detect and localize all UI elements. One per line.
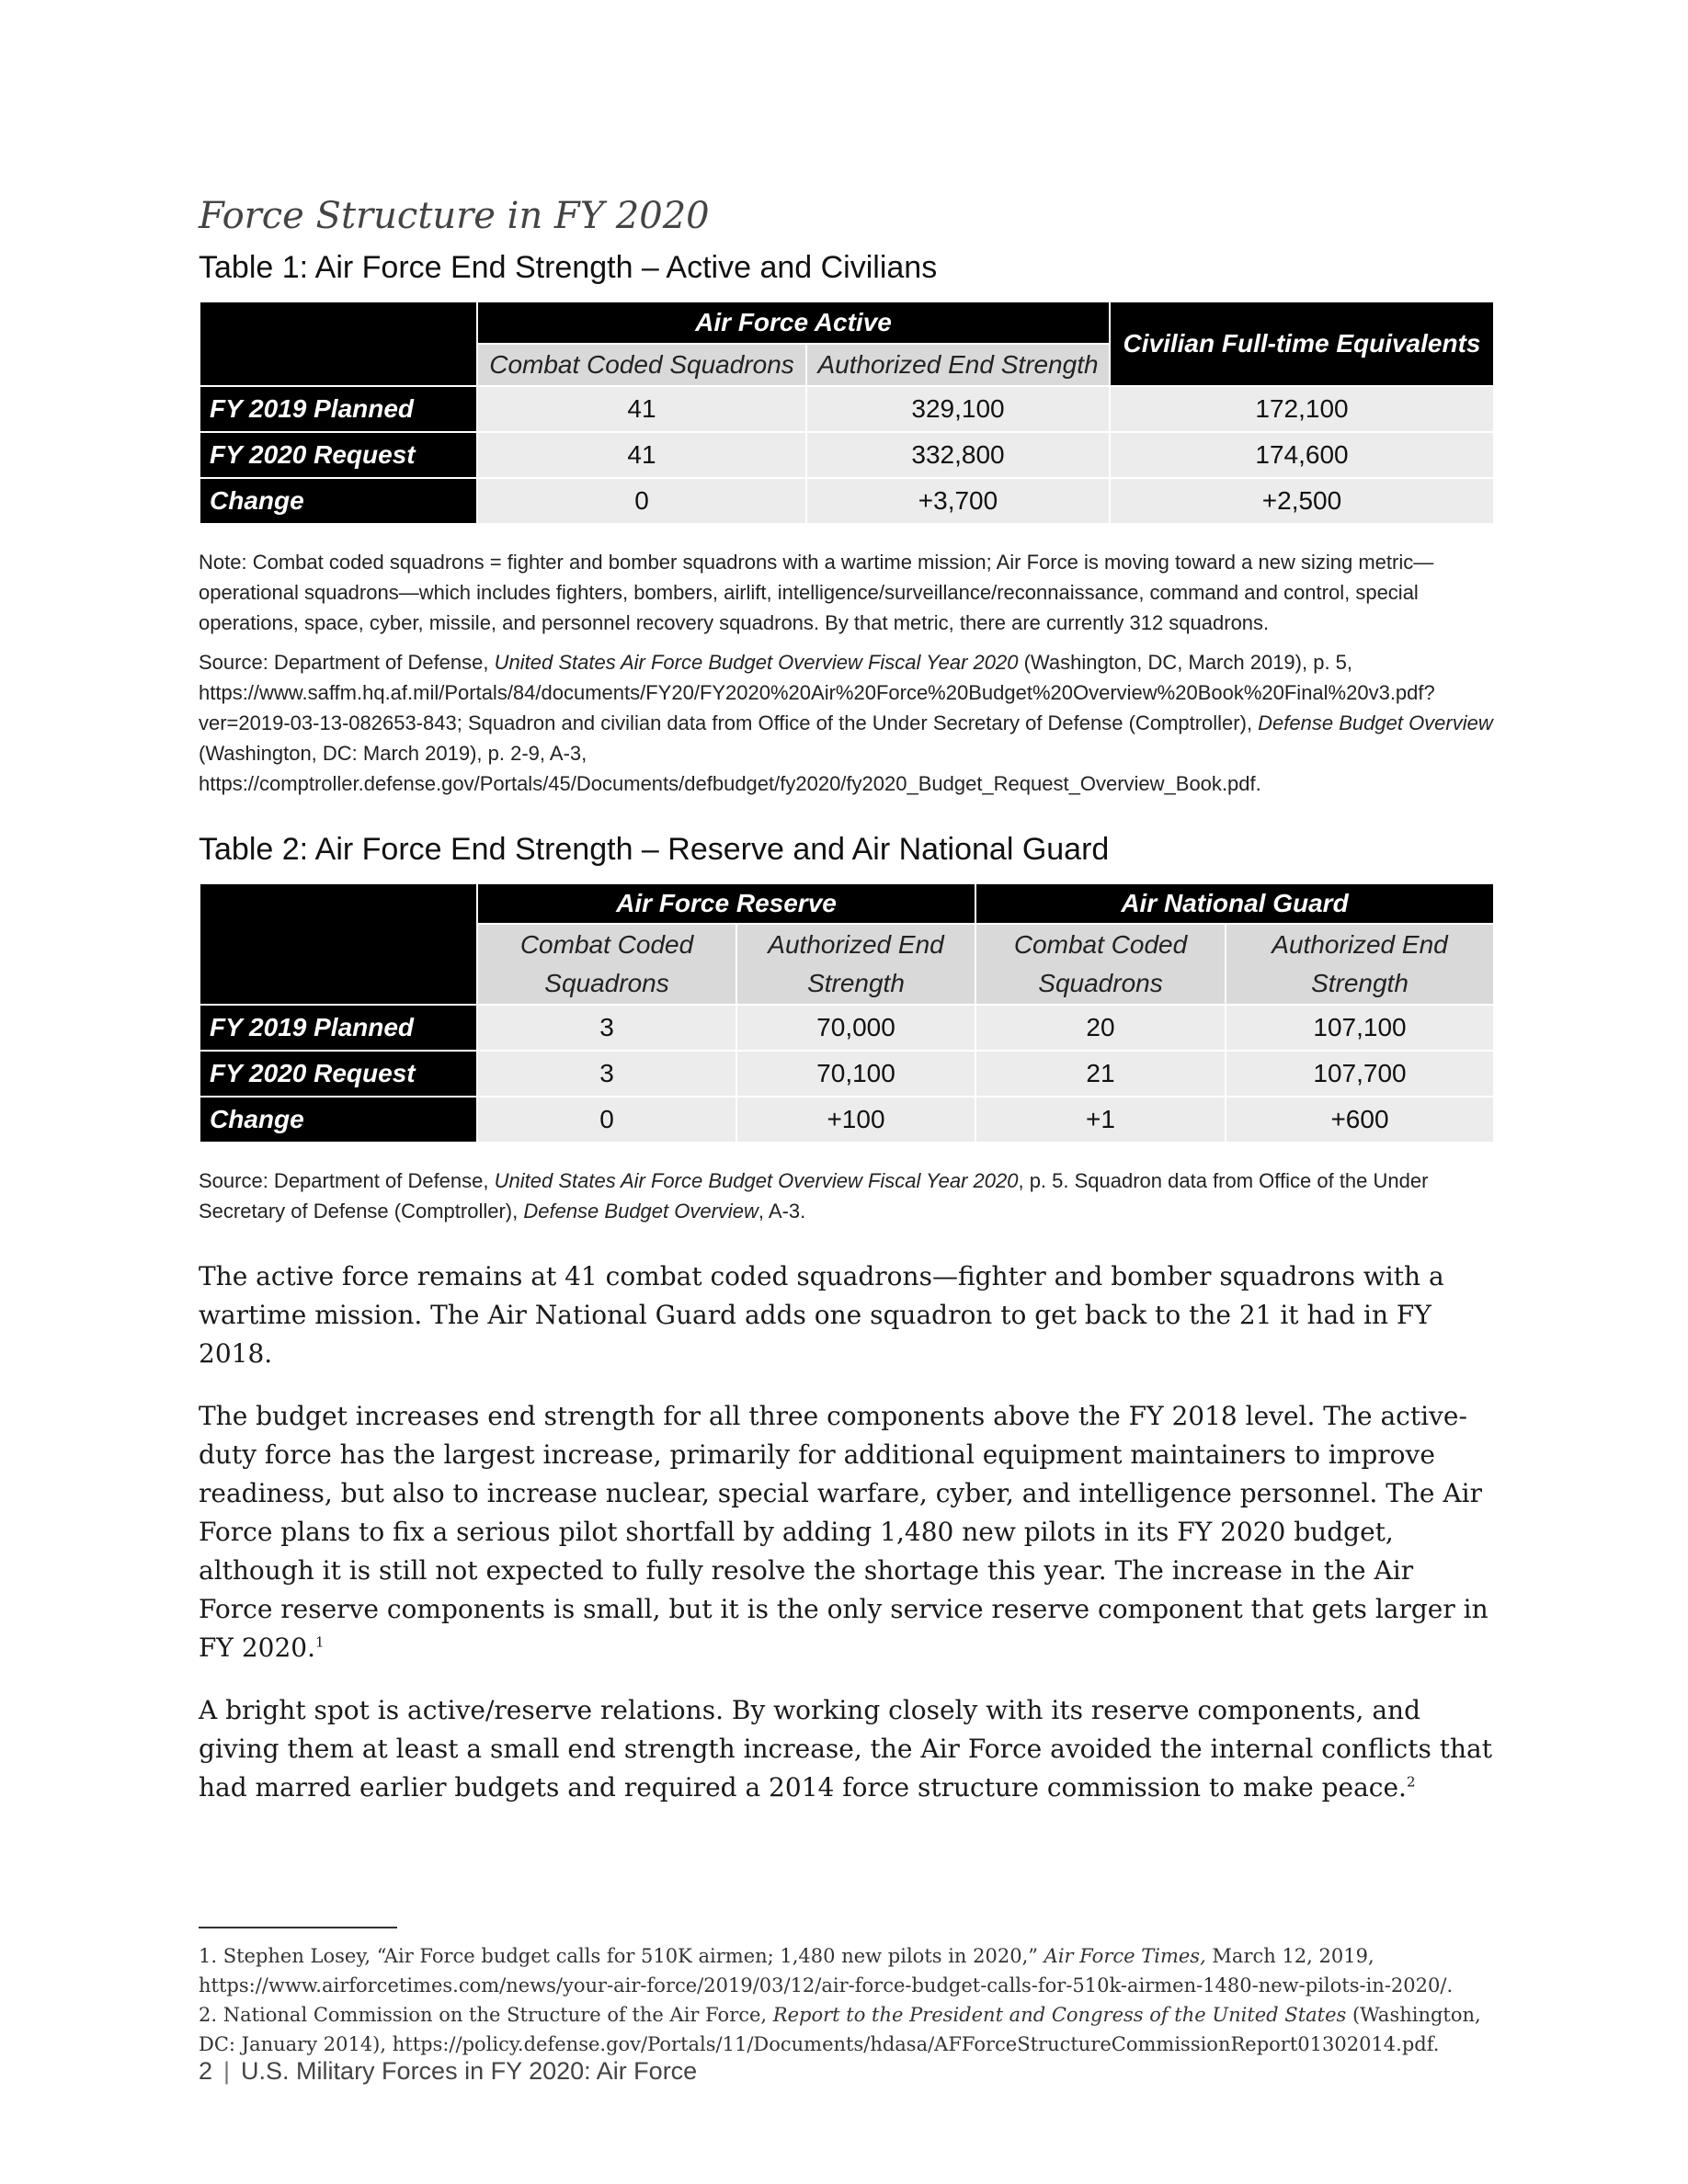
page-content xyxy=(199,184,1495,2059)
publication-title: U.S. Military Forces in FY 2020: Air Force xyxy=(241,2057,698,2085)
cell-combat: 0 xyxy=(478,479,805,523)
table2 xyxy=(199,882,1495,1143)
table1-col-combat: Combat Coded Squadrons xyxy=(478,345,805,385)
table2-col-authorized xyxy=(737,925,975,1004)
source-text: (Washington, DC: March 2019), p. 2-9, A-3, https://comptroller.defense.gov/Portals/45/Documents/defbudget/fy2020/fy2020_Budget_Request_Overview_Book.pdf. xyxy=(199,742,1261,795)
paragraph-text: The budget increases end strength for all three components above the FY 2018 level. The active-duty force has the largest increase, primarily for additional equipment maintainers to improve readiness, but also to increase nuclear, special warfare, cyber, and intelligence personnel. The Air Force plans to fix a serious pilot shortfall by adding 1,480 new pilots in its FY 2020 budget, although it is still not expected to fully resolve the shortage this year. The increase in the Air Force reserve components is small, but it is the only service reserve component that gets larger in FY 2020. xyxy=(199,1401,1488,1663)
cell-reserve-authorized: 70,000 xyxy=(737,1006,975,1050)
table1-title: Table 1: Air Force End Strength – Active and Civilians xyxy=(199,250,938,285)
row-label: FY 2020 Request xyxy=(200,1052,476,1096)
header-line: Combat Coded xyxy=(519,930,694,959)
table1-note: Note: Combat coded squadrons = fighter and bomber squadrons with a wartime mission; Air Force is moving toward a new sizing metric—operational squadrons—which includes fighters, bombers, airlift, intelligence/surveillance/reconnaissance, command and control, special operations, space, cyber, missile, and personnel recovery squadrons. By that metric, there are currently 312 squadrons. xyxy=(199,551,1434,634)
footnote-title: Air Force Times, xyxy=(1044,1945,1206,1967)
cell-authorized: 329,100 xyxy=(807,387,1109,431)
table-row xyxy=(200,479,1493,523)
footnote-ref[interactable]: 2 xyxy=(1406,1773,1416,1791)
header-line: Authorized End xyxy=(1272,930,1448,959)
table2-group-guard: Air National Guard xyxy=(976,884,1493,923)
source-text: , A-3. xyxy=(758,1200,806,1223)
row-label: Change xyxy=(200,1098,476,1142)
source-text: Source: Department of Defense, xyxy=(199,1169,495,1192)
cell-guard-authorized: 107,700 xyxy=(1226,1052,1493,1096)
table2-col-combat xyxy=(976,925,1225,1004)
page-number: 2 xyxy=(199,2057,213,2085)
row-label: FY 2020 Request xyxy=(200,433,476,477)
table2-source xyxy=(199,1166,1495,1226)
table2-col-combat xyxy=(478,925,736,1004)
header-line: Strength xyxy=(1311,969,1409,997)
header-line: Combat Coded xyxy=(1013,930,1188,959)
table2-group-reserve: Air Force Reserve xyxy=(478,884,975,923)
cell-civilian: 174,600 xyxy=(1111,433,1493,477)
header-line: Strength xyxy=(807,969,905,997)
table1-source xyxy=(199,647,1495,799)
cell-authorized: +3,700 xyxy=(807,479,1109,523)
footnote-ref[interactable]: 1 xyxy=(314,1633,325,1651)
header-line: Authorized End xyxy=(768,930,944,959)
body-paragraph: The active force remains at 41 combat coded squadrons—fighter and bomber squadrons with a wartime mission. The Air National Guard adds one squadron to get back to the 21 it had in FY 2018. xyxy=(199,1261,1444,1369)
header-line: Squadrons xyxy=(544,969,669,997)
cell-reserve-combat: 3 xyxy=(478,1052,736,1096)
footnote xyxy=(199,1941,1495,2000)
footnote xyxy=(199,2000,1495,2059)
cell-guard-combat: 21 xyxy=(976,1052,1225,1096)
cell-guard-combat: +1 xyxy=(976,1098,1225,1142)
source-title: Defense Budget Overview xyxy=(523,1200,758,1223)
source-text: Source: Department of Defense, xyxy=(199,651,495,674)
footnote-text: March 12, 2019, https://www.airforcetimes.com/news/your-air-force/2019/03/12/air-force-budget-calls-for-510k-airmen-1480-new-pilots-in-2020/. xyxy=(199,1945,1454,1996)
table-row xyxy=(200,433,1493,477)
source-title: United States Air Force Budget Overview Fiscal Year 2020 xyxy=(494,1169,1019,1192)
table1-corner xyxy=(200,302,476,385)
source-title: Defense Budget Overview xyxy=(1258,711,1493,734)
footnote-text: (Washington, DC: January 2014), https://policy.defense.gov/Portals/11/Documents/hdasa/AFForceStructureCommissionReport01302014.pdf. xyxy=(199,2004,1481,2055)
cell-combat: 41 xyxy=(478,433,805,477)
row-label: FY 2019 Planned xyxy=(200,1006,476,1050)
cell-reserve-authorized: +100 xyxy=(737,1098,975,1142)
table2-col-authorized xyxy=(1226,925,1493,1004)
source-text: , p. 5. Squadron data from Office of the Under Secretary of Defense (Comptroller), xyxy=(199,1169,1429,1223)
cell-guard-combat: 20 xyxy=(976,1006,1225,1050)
header-line: Squadrons xyxy=(1038,969,1163,997)
section-heading: Force Structure in FY 2020 xyxy=(199,195,710,237)
cell-authorized: 332,800 xyxy=(807,433,1109,477)
cell-reserve-authorized: 70,100 xyxy=(737,1052,975,1096)
cell-civilian: +2,500 xyxy=(1111,479,1493,523)
table-row xyxy=(200,387,1493,431)
source-text: (Washington, DC, March 2019), p. 5, https://www.saffm.hq.af.mil/Portals/84/documents/FY20/FY2020%20Air%20Force%20Budget%20Overview%20Book%20Final%20v3.pdf?ver=2019-03-13-082653-843; Squadron and civilian data from Office of the Under Secretary of Defense (Comptroller), xyxy=(199,651,1435,734)
page-footer xyxy=(199,2057,697,2086)
cell-guard-authorized: +600 xyxy=(1226,1098,1493,1142)
table-row xyxy=(200,1006,1493,1050)
footer-separator: | xyxy=(223,2057,231,2085)
table-row xyxy=(200,1098,1493,1142)
table1-group-civilian: Civilian Full-time Equivalents xyxy=(1111,302,1493,385)
table1-group-active: Air Force Active xyxy=(478,302,1109,343)
footnote-text: 2. National Commission on the Structure of the Air Force, xyxy=(199,2004,773,2026)
table1-col-authorized: Authorized End Strength xyxy=(807,345,1109,385)
table1 xyxy=(199,301,1495,525)
footnote-divider xyxy=(199,1927,397,1928)
cell-guard-authorized: 107,100 xyxy=(1226,1006,1493,1050)
body-paragraph xyxy=(199,1691,1495,1807)
paragraph-text: A bright spot is active/reserve relations. By working closely with its reserve components, and giving them at least a small end strength increase, the Air Force avoided the internal conflicts that had marred earlier budgets and required a 2014 force structure commission to make peace. xyxy=(199,1695,1492,1803)
row-label: FY 2019 Planned xyxy=(200,387,476,431)
table2-title: Table 2: Air Force End Strength – Reserve and Air National Guard xyxy=(199,832,1110,867)
table-row xyxy=(200,1052,1493,1096)
cell-civilian: 172,100 xyxy=(1111,387,1493,431)
cell-combat: 41 xyxy=(478,387,805,431)
table2-corner xyxy=(200,884,476,1004)
cell-reserve-combat: 0 xyxy=(478,1098,736,1142)
footnote-title: Report to the President and Congress of the United States xyxy=(772,2004,1347,2026)
footnote-text: 1. Stephen Losey, “Air Force budget calls for 510K airmen; 1,480 new pilots in 2020,” xyxy=(199,1945,1044,1967)
row-label: Change xyxy=(200,479,476,523)
body-paragraph xyxy=(199,1397,1495,1667)
cell-reserve-combat: 3 xyxy=(478,1006,736,1050)
source-title: United States Air Force Budget Overview Fiscal Year 2020 xyxy=(494,651,1019,674)
